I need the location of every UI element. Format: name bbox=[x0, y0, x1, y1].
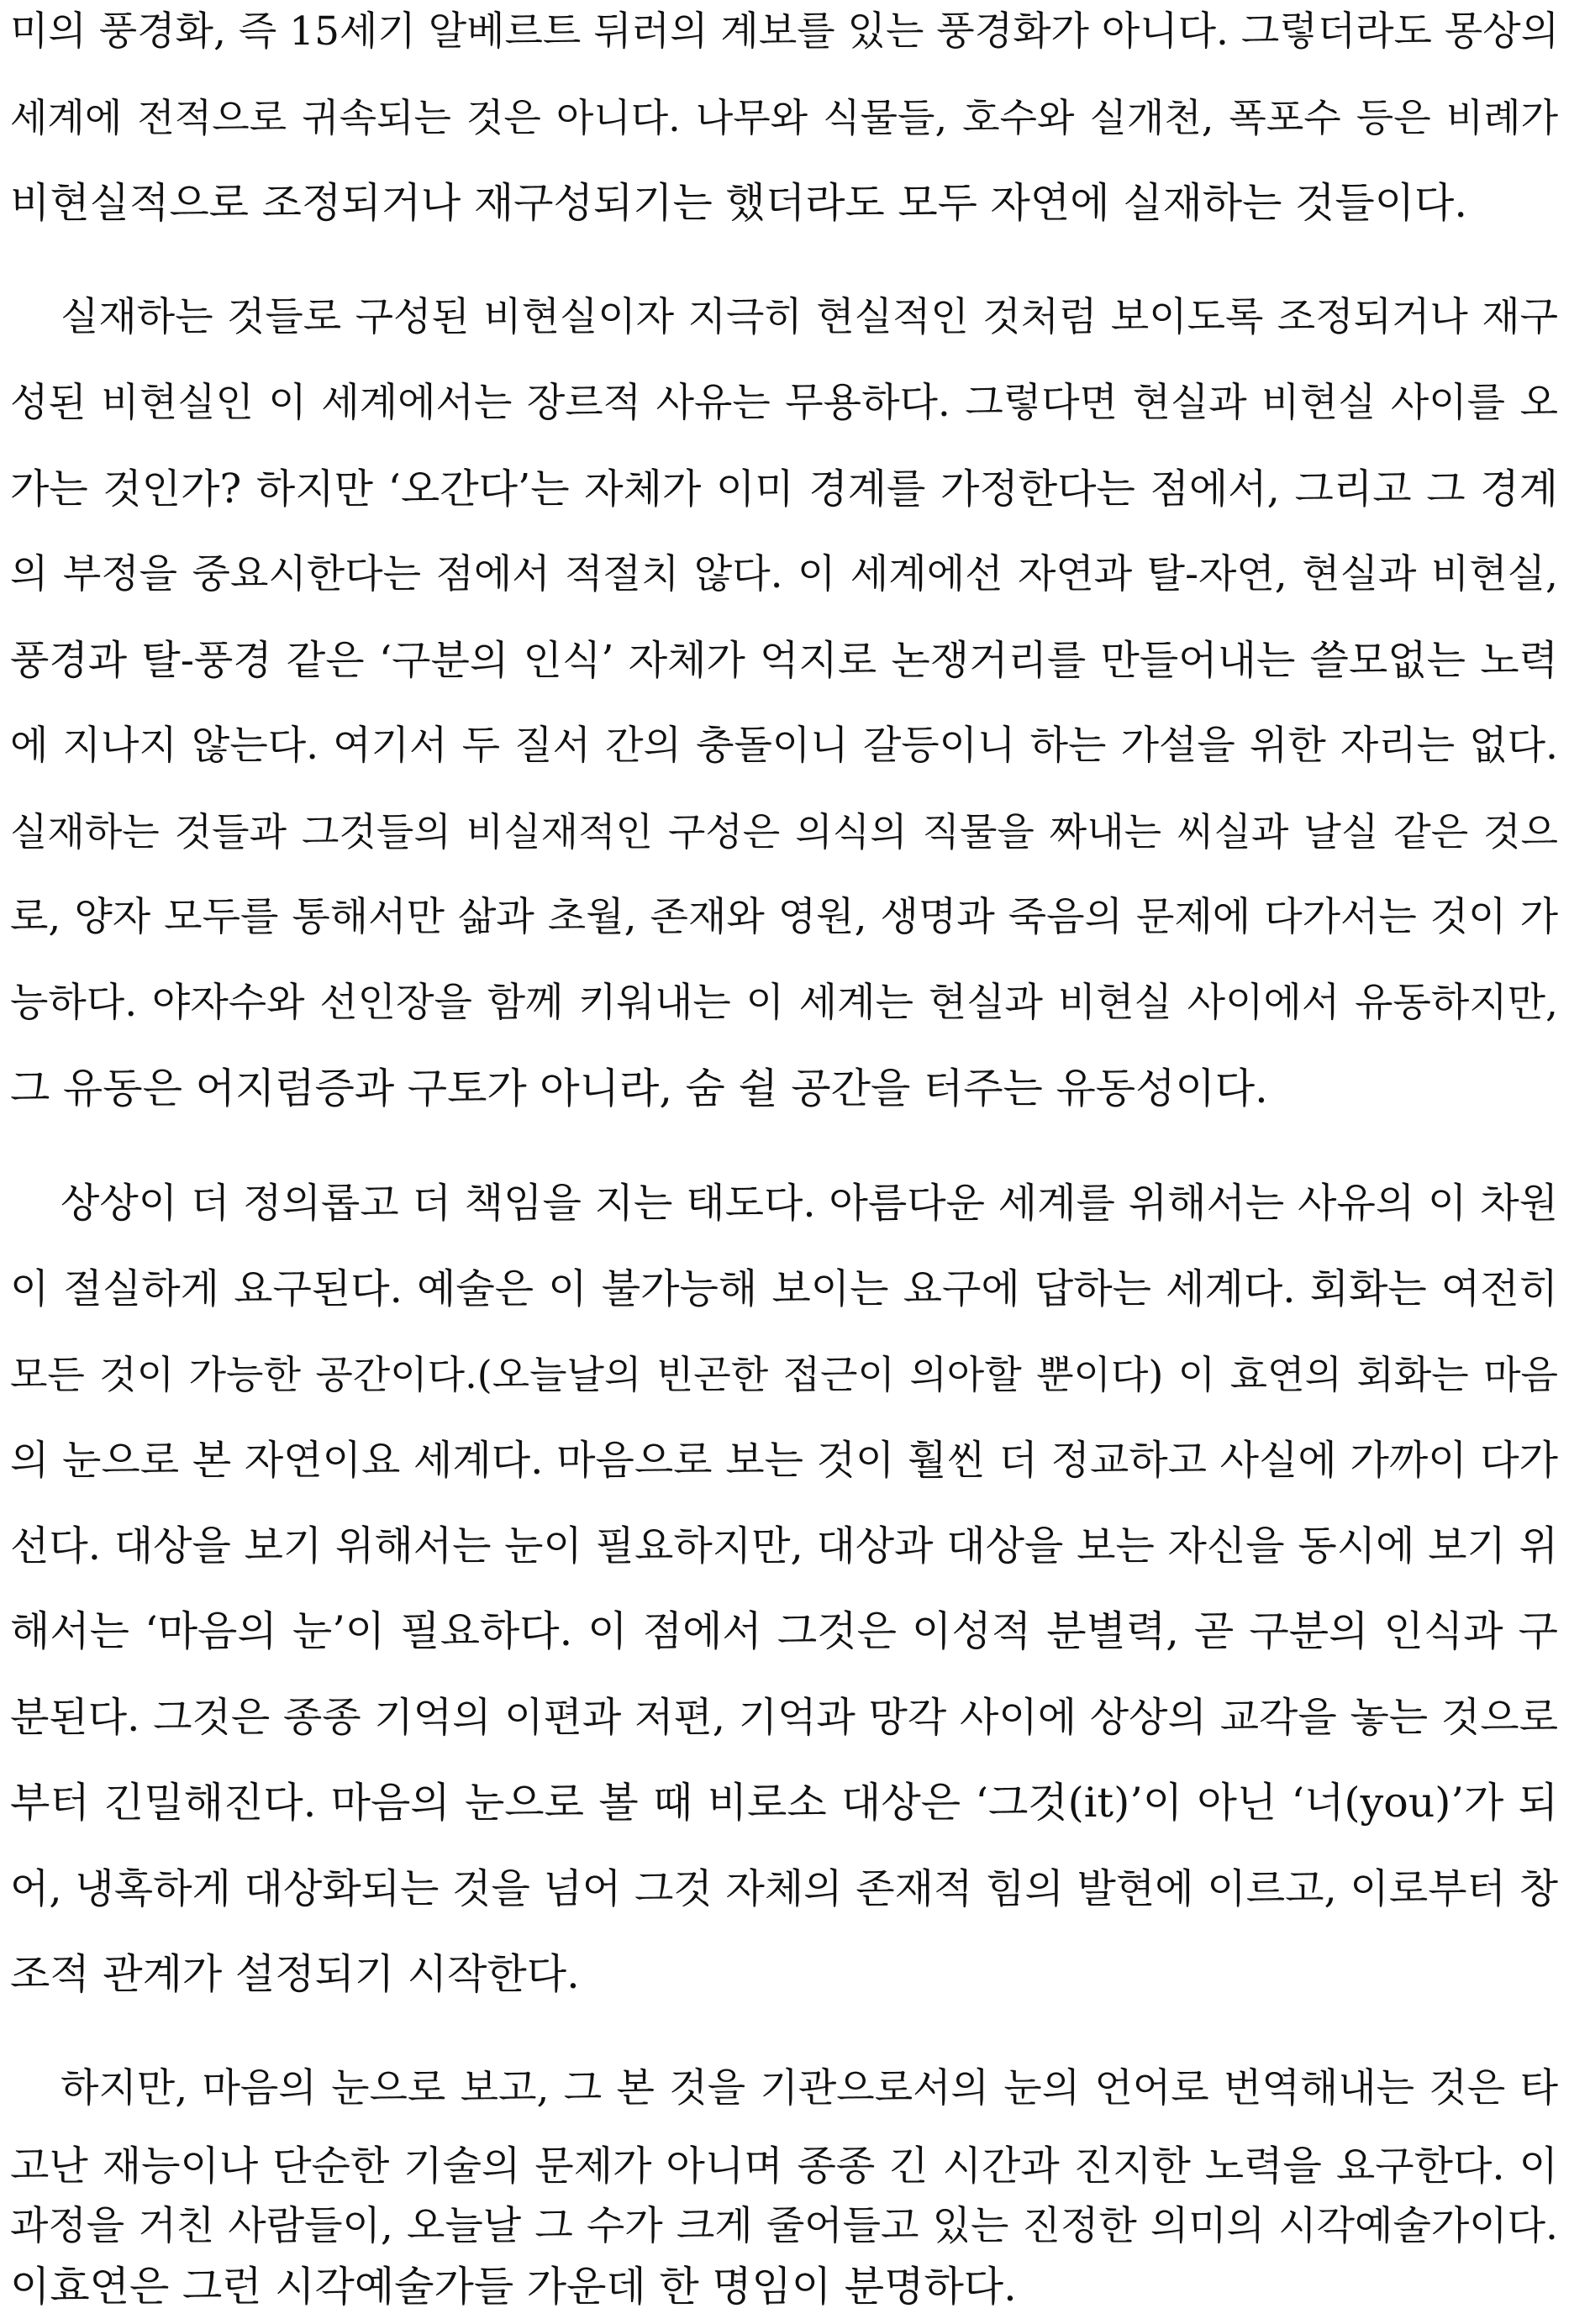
text-line: 실재하는 것들로 구성된 비현실이자 지극히 현실적인 것처럼 보이도록 조정되거나 재구 bbox=[61, 294, 1558, 340]
text-line: 에 지나지 않는다. 여기서 두 질서 간의 충돌이니 갈등이니 하는 가설을 위한 자리는 없다. bbox=[10, 723, 1558, 769]
text-line: 모든 것이 가능한 공간이다.(오늘날의 빈곤한 접근이 의아할 뿐이다) 이 효연의 회화는 마음 bbox=[10, 1352, 1558, 1397]
text-line: 비현실적으로 조정되거나 재구성되기는 했더라도 모두 자연에 실재하는 것들이다. bbox=[10, 179, 1467, 227]
text-line: 능하다. 야자수와 선인장을 함께 키워내는 이 세계는 현실과 비현실 사이에서 유동하지만, bbox=[10, 980, 1558, 1026]
text-line: 미의 풍경화, 즉 15세기 알베르트 뒤러의 계보를 있는 풍경화가 아니다. 그렇더라도 몽상의 bbox=[10, 8, 1560, 55]
text-line: 가는 것인가? 하지만 ‘오간다’는 자체가 이미 경계를 가정한다는 점에서, 그리고 그 경계 bbox=[10, 465, 1558, 513]
text-line: 부터 긴밀해진다. 마음의 눈으로 볼 때 비로소 대상은 ‘그것(it)’이 아닌 ‘너(you)’가 되 bbox=[10, 1779, 1558, 1827]
text-line: 하지만, 마음의 눈으로 보고, 그 본 것을 기관으로서의 눈의 언어로 번역해내는 것은 타 bbox=[61, 2065, 1558, 2111]
text-line: 세계에 전적으로 귀속되는 것은 아니다. 나무와 식물들, 호수와 실개천, 폭포수 등은 비례가 bbox=[10, 95, 1558, 140]
text-line: 고난 재능이나 단순한 기술의 문제가 아니며 종종 긴 시간과 진지한 노력을 요구한다. 이 bbox=[10, 2143, 1558, 2190]
text-line: 과정을 거친 사람들이, 오늘날 그 수가 크게 줄어들고 있는 진정한 의미의 시각예술가이다. bbox=[10, 2203, 1558, 2249]
text-line: 로, 양자 모두를 통해서만 삶과 초월, 존재와 영원, 생명과 죽음의 문제에 다가서는 것이 가 bbox=[10, 894, 1558, 940]
text-line: 상상이 더 정의롭고 더 책임을 지는 태도다. 아름다운 세계를 위해서는 사유의 이 차원 bbox=[61, 1180, 1558, 1227]
text-line: 이효연은 그런 시각예술가들 가운데 한 명임이 분명하다. bbox=[10, 2263, 1017, 2311]
text-line: 어, 냉혹하게 대상화되는 것을 넘어 그것 자체의 존재적 힘의 발현에 이르고, 이로부터 창 bbox=[10, 1865, 1558, 1912]
text-line: 의 부정을 중요시한다는 점에서 적절치 않다. 이 세계에선 자연과 탈-자연, 현실과 비현실, bbox=[10, 551, 1558, 597]
text-line: 조적 관계가 설정되기 시작한다. bbox=[10, 1950, 580, 1998]
text-line: 선다. 대상을 보기 위해서는 눈이 필요하지만, 대상과 대상을 보는 자신을 동시에 보기 위 bbox=[10, 1522, 1558, 1569]
text-line: 이 절실하게 요구된다. 예술은 이 불가능해 보이는 요구에 답하는 세계다. 회화는 여전히 bbox=[10, 1265, 1558, 1312]
text-line: 그 유동은 어지럼증과 구토가 아니라, 숨 쉴 공간을 터주는 유동성이다. bbox=[10, 1065, 1268, 1112]
text-line: 풍경과 탈-풍경 같은 ‘구분의 인식’ 자체가 억지로 논쟁거리를 만들어내는 쓸모없는 노력 bbox=[10, 637, 1558, 684]
text-line: 의 눈으로 본 자연이요 세계다. 마음으로 보는 것이 훨씬 더 정교하고 사실에 가까이 다가 bbox=[10, 1437, 1558, 1484]
text-line: 성된 비현실인 이 세계에서는 장르적 사유는 무용하다. 그렇다면 현실과 비현실 사이를 오 bbox=[10, 380, 1558, 426]
text-line: 분된다. 그것은 종종 기억의 이편과 저편, 기억과 망각 사이에 상상의 교각을 놓는 것으로 bbox=[10, 1694, 1558, 1741]
text-line: 실재하는 것들과 그것들의 비실재적인 구성은 의식의 직물을 짜내는 씨실과 날실 같은 것으 bbox=[10, 809, 1558, 854]
text-line: 해서는 ‘마음의 눈’이 필요하다. 이 점에서 그것은 이성적 분별력, 곧 구분의 인식과 구 bbox=[10, 1607, 1558, 1655]
